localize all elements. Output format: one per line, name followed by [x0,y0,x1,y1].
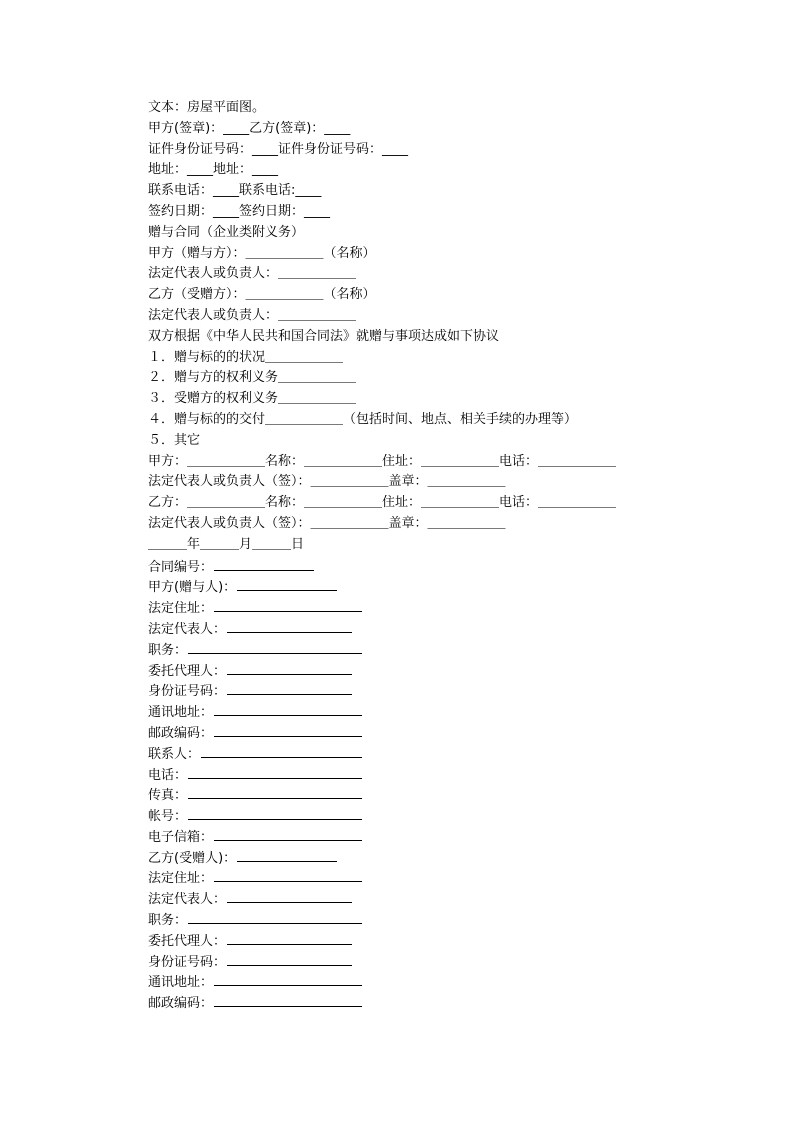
blank-underline [214,556,314,571]
clause-line: ２．赠与方的权利义务＿＿＿＿＿＿ [148,370,357,386]
form-field [148,660,768,681]
form-field [148,722,768,743]
blank-underline [214,701,362,716]
form-field [148,764,768,785]
form-field [148,826,768,847]
form-field [148,805,768,826]
blank-underline [214,826,362,841]
date-line: ＿＿＿年＿＿＿月＿＿＿日 [148,536,305,552]
text-line: 甲方（赠与方）：＿＿＿＿＿＿（名称） [148,245,376,261]
blank-underline [214,867,362,882]
field-label: 职务： [148,913,188,929]
blank-underline [188,805,362,820]
text-line: 乙方（受赠方）：＿＿＿＿＿＿（名称） [148,287,376,303]
text-line: 地址：____地址：____ [148,162,279,178]
blank-underline [227,680,352,695]
blank-underline [227,618,352,633]
field-label: 传真： [148,788,188,804]
field-label: 甲方(赠与人)： [148,580,237,596]
clause-line: ３．受赠方的权利义务＿＿＿＿＿＿ [148,391,357,407]
field-label: 邮政编码： [148,725,214,741]
form-field [148,971,768,992]
blank-underline [188,784,362,799]
clause-line: １．赠与标的的状况＿＿＿＿＿＿ [148,349,344,365]
signature-line: 法定代表人或负责人（签）：＿＿＿＿＿＿盖章：＿＿＿＿＿＿ [148,474,506,490]
document-page [148,98,768,1013]
text-line: 证件身份证号码：____证件身份证号码：____ [148,141,409,157]
field-label: 电子信箱： [148,829,214,845]
blank-underline [188,764,362,779]
field-label: 法定住址： [148,601,214,617]
blank-underline [227,951,352,966]
signature-line: 甲方：＿＿＿＿＿＿名称：＿＿＿＿＿＿住址：＿＿＿＿＿＿电话：＿＿＿＿＿＿ [148,453,617,469]
form-field-party-a [148,576,768,597]
form-field-contract-number [148,556,768,577]
text-line: 双方根据《中华人民共和国合同法》就赠与事项达成如下协议 [148,328,500,344]
signature-line: 法定代表人或负责人（签）：＿＿＿＿＿＿盖章：＿＿＿＿＿＿ [148,515,506,531]
field-label: 联系人： [148,746,201,762]
form-field [148,867,768,888]
field-label: 通讯地址： [148,975,214,991]
clause-line: ４．赠与标的的交付＿＿＿＿＿＿（包括时间、地点、相关手续的办理等） [148,411,578,427]
blank-underline [214,597,362,612]
field-label: 法定住址： [148,871,214,887]
field-label: 委托代理人： [148,663,227,679]
text-line: 法定代表人或负责人：＿＿＿＿＿＿ [148,307,357,323]
field-label: 身份证号码： [148,684,227,700]
form-field [148,639,768,660]
text-line: 文本：房屋平面图。 [148,100,266,115]
form-field [148,618,768,639]
blank-underline [188,639,362,654]
field-label: 乙方(受赠人)： [148,850,237,866]
form-field [148,930,768,951]
blank-underline [227,660,352,675]
blank-underline [188,909,362,924]
form-field [148,597,768,618]
contract-title: 赠与合同（企业类附义务） [148,224,305,240]
clause-line: ５．其它 [148,432,201,448]
field-label: 帐号： [148,809,188,825]
field-label: 身份证号码： [148,954,227,970]
field-label: 职务： [148,642,188,658]
form-field [148,951,768,972]
form-field [148,743,768,764]
text-line: 签约日期：____签约日期：____ [148,203,331,219]
form-field [148,888,768,909]
signature-line: 乙方：＿＿＿＿＿＿名称：＿＿＿＿＿＿住址：＿＿＿＿＿＿电话：＿＿＿＿＿＿ [148,495,617,511]
blank-underline [214,722,362,737]
blank-underline [227,930,352,945]
field-label: 法定代表人： [148,621,227,637]
blank-underline [214,992,362,1007]
field-label: 电话： [148,767,188,783]
field-label: 通讯地址： [148,705,214,721]
blank-underline [201,743,362,758]
blank-underline [214,971,362,986]
blank-underline [237,576,337,591]
field-label: 邮政编码： [148,996,214,1012]
form-field [148,992,768,1013]
form-field [148,680,768,701]
form-field [148,701,768,722]
form-field [148,909,768,930]
form-field [148,784,768,805]
text-line: 甲方(签章)：____乙方(签章)：____ [148,120,351,136]
field-label: 法定代表人： [148,892,227,908]
blank-underline [227,888,352,903]
text-line: 法定代表人或负责人：＿＿＿＿＿＿ [148,266,357,282]
blank-underline [237,847,337,862]
form-field-party-b [148,847,768,868]
text-line: 联系电话：____联系电话:____ [148,183,322,199]
field-label: 委托代理人： [148,933,227,949]
field-label: 合同编号： [148,559,214,575]
